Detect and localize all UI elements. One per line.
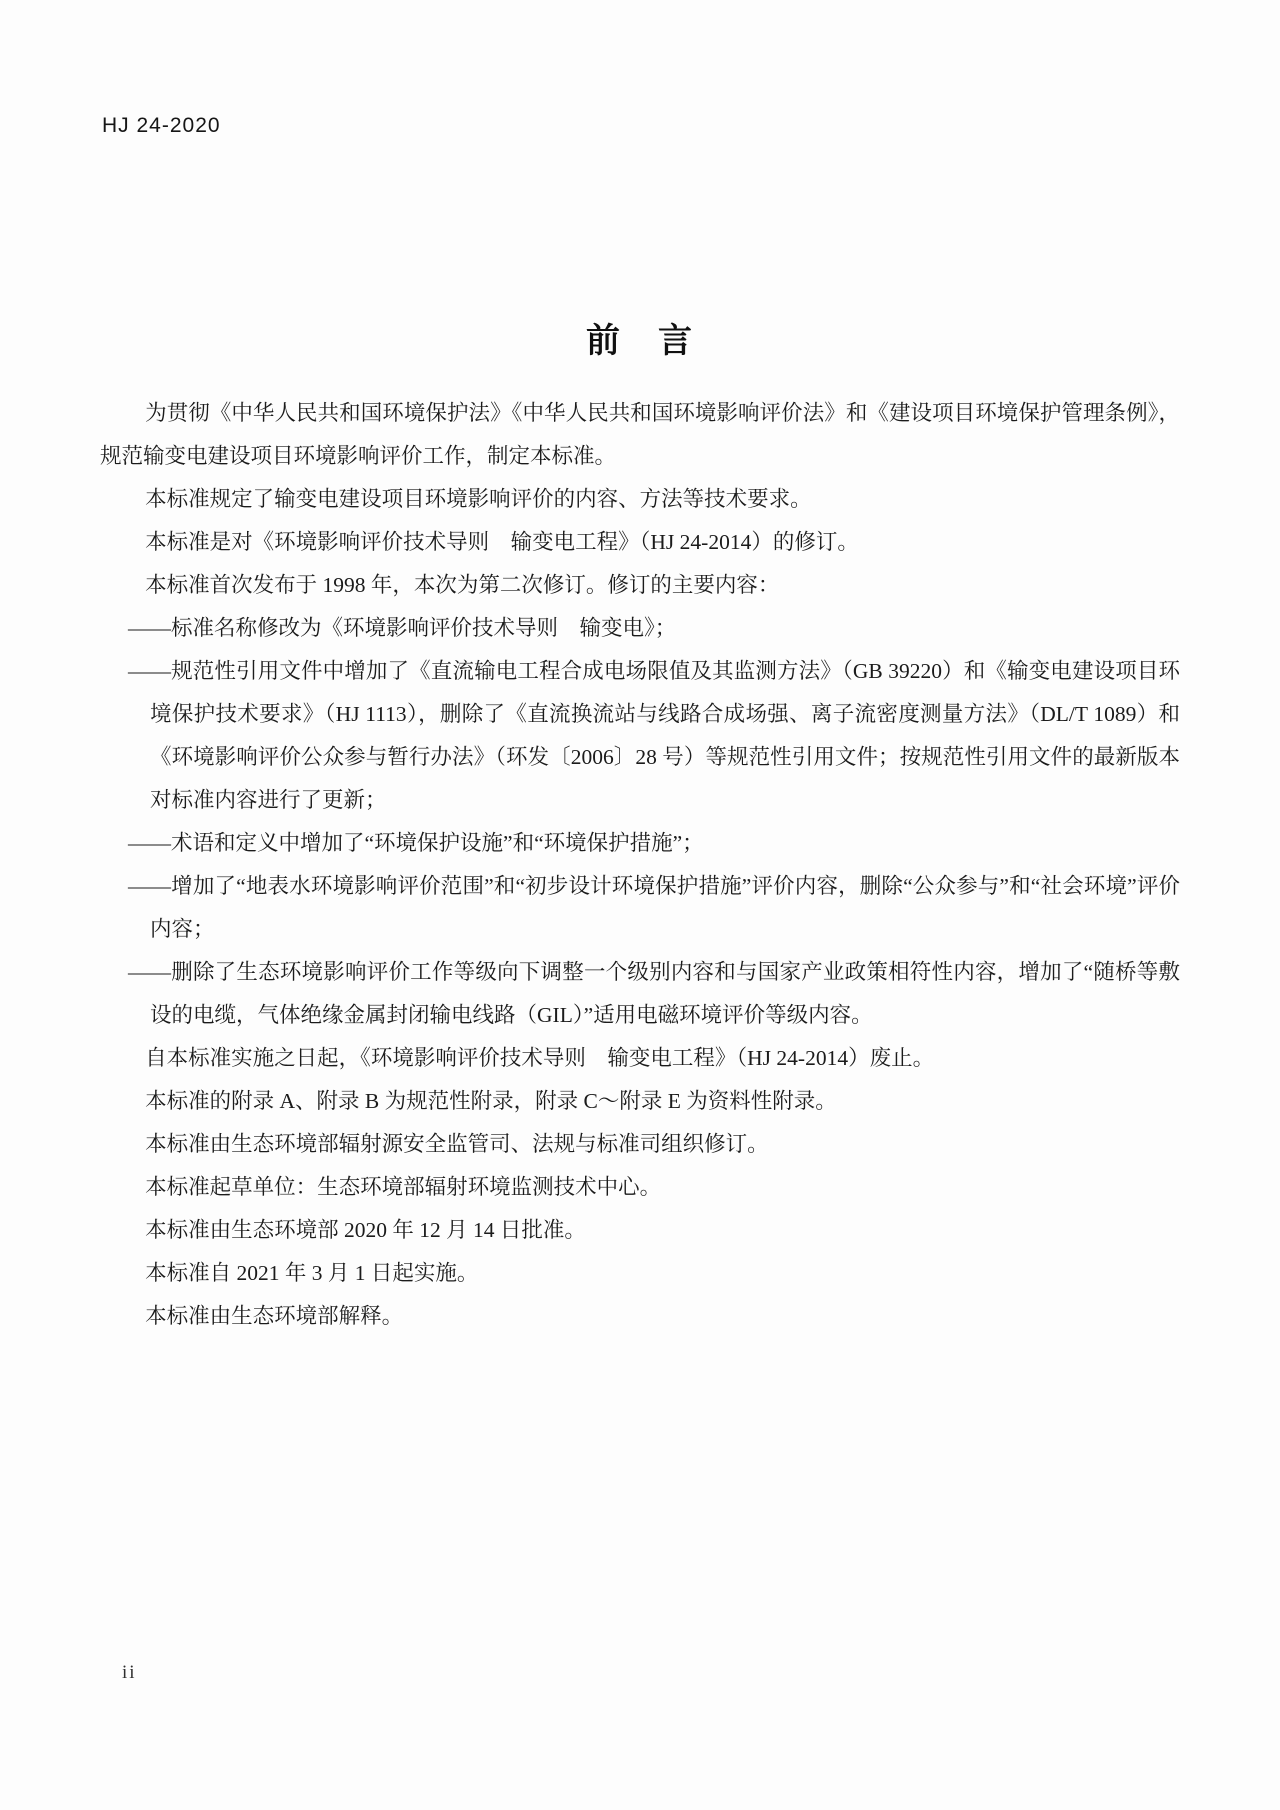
- paragraph: 本标准由生态环境部 2020 年 12 月 14 日批准。: [145, 1218, 586, 1242]
- revision-list-item: ——删除了生态环境影响评价工作等级向下调整一个级别内容和与国家产业政策相符性内容，增加了“随桥等敷设的电缆，气体绝缘金属封闭输电线路（GIL）”适用电磁环境评价等级内容。: [128, 960, 1180, 1027]
- paragraph: 本标准由生态环境部辐射源安全监管司、法规与标准司组织修订。: [145, 1132, 769, 1156]
- revision-list-item: ——标准名称修改为《环境影响评价技术导则 输变电》；: [128, 616, 677, 640]
- standard-code-header: HJ 24-2020: [102, 114, 221, 137]
- paragraph: 自本标准实施之日起，《环境影响评价技术导则 输变电工程》（HJ 24-2014）废止。: [145, 1046, 935, 1070]
- paragraph: 本标准首次发布于 1998 年，本次为第二次修订。修订的主要内容：: [145, 573, 780, 597]
- revision-list-item: ——增加了“地表水环境影响评价范围”和“初步设计环境保护措施”评价内容，删除“公众参与”和“社会环境”评价内容；: [128, 874, 1180, 941]
- paragraph: 本标准规定了输变电建设项目环境影响评价的内容、方法等技术要求。: [145, 487, 812, 511]
- paragraph: 本标准自 2021 年 3 月 1 日起实施。: [145, 1261, 479, 1285]
- paragraph: 本标准起草单位：生态环境部辐射环境监测技术中心。: [145, 1175, 662, 1199]
- paragraph: 本标准的附录 A、附录 B 为规范性附录，附录 C～附录 E 为资料性附录。: [145, 1089, 837, 1113]
- paragraph: 为贯彻《中华人民共和国环境保护法》《中华人民共和国环境影响评价法》和《建设项目环境保护管理条例》，规范输变电建设项目环境影响评价工作，制定本标准。: [100, 401, 1180, 468]
- page-title: 前 言: [586, 321, 694, 360]
- paragraph: 本标准由生态环境部解释。: [145, 1304, 404, 1328]
- page-number: ii: [122, 1662, 137, 1683]
- document-body: [100, 392, 1180, 1338]
- paragraph: 本标准是对《环境影响评价技术导则 输变电工程》（HJ 24-2014）的修订。: [145, 530, 859, 554]
- revision-list-item: ——术语和定义中增加了“环境保护设施”和“环境保护措施”；: [128, 831, 704, 855]
- revision-list-item: ——规范性引用文件中增加了《直流输电工程合成电场限值及其监测方法》（GB 39220）和《输变电建设项目环境保护技术要求》（HJ 1113），删除了《直流换流站与线路合成场强、离子流密度测量方法》（DL/T 1089）和《环境影响评价公众参与暂行办法》（环发〔2006〕28 号）等规范性引用文件；按规范性引用文件的最新版本对标准内容进行了更新；: [128, 659, 1180, 812]
